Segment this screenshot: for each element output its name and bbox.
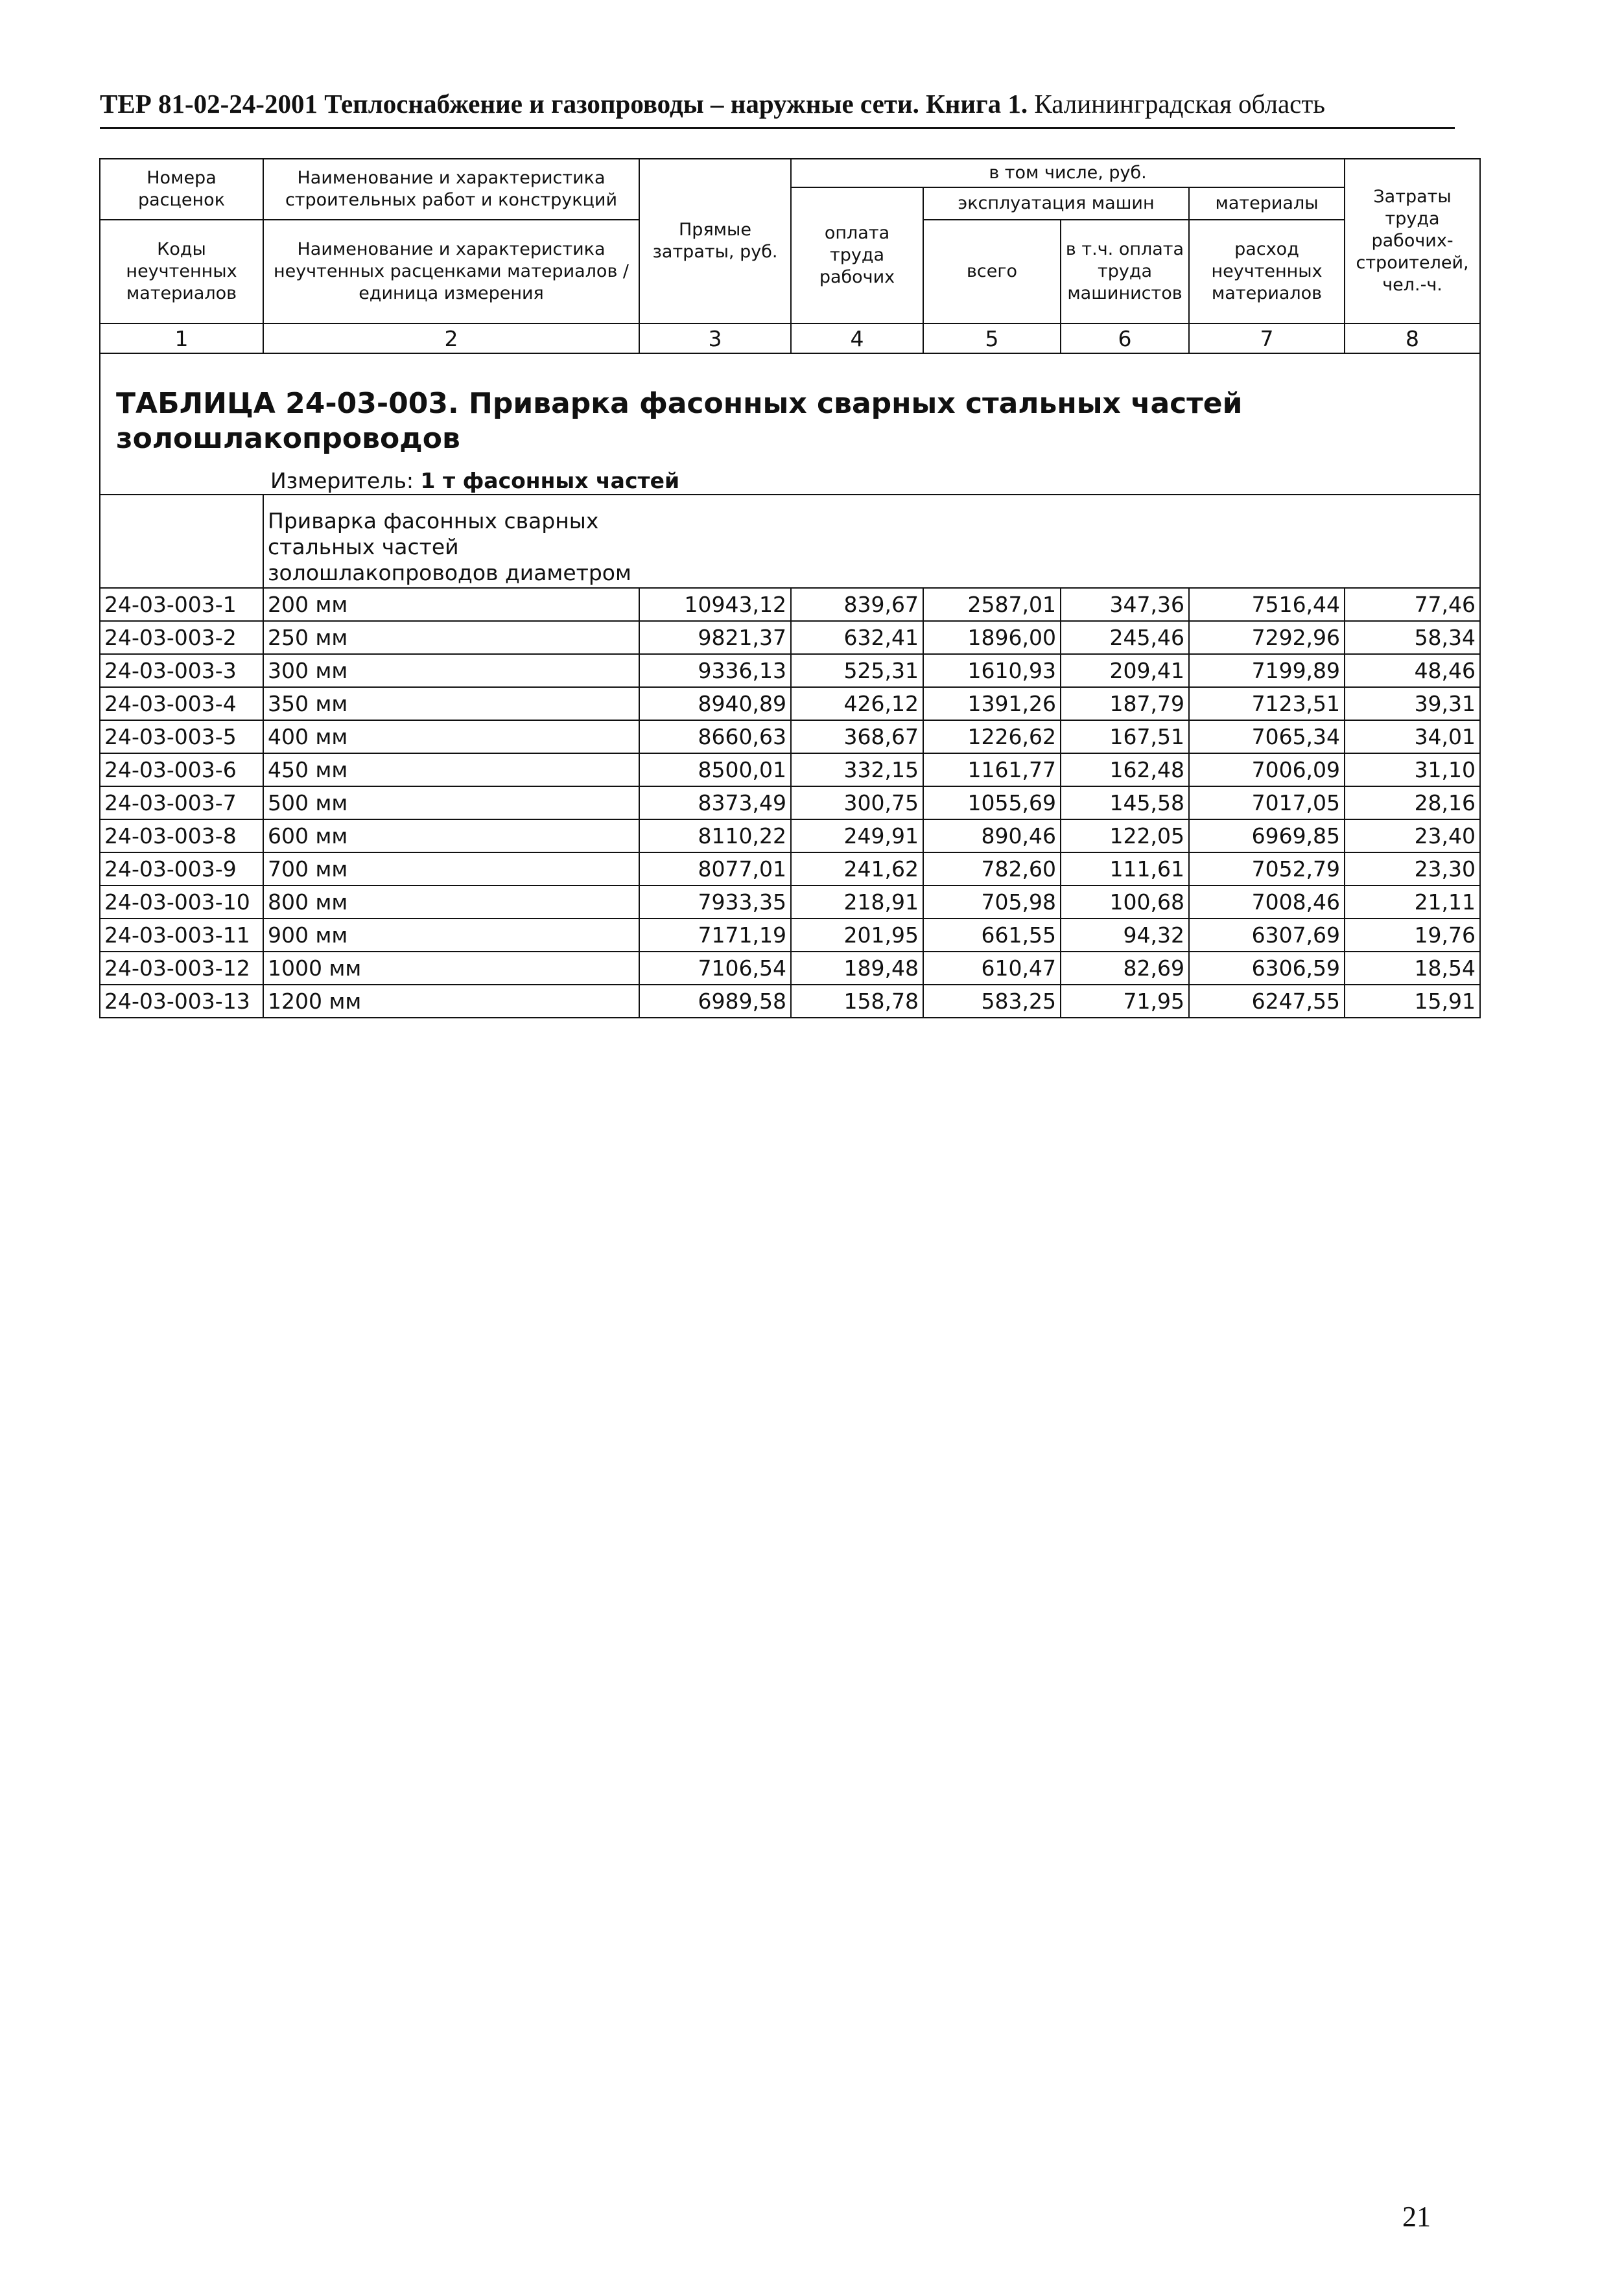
labor-hours-cell: 48,46 — [1345, 654, 1480, 687]
machines-total-cell: 2587,01 — [923, 588, 1061, 621]
diameter-cell: 700 мм — [263, 852, 639, 885]
header-direct-costs: Прямые затраты, руб. — [639, 159, 791, 323]
rate-code-cell: 24-03-003-1 — [100, 588, 263, 621]
direct-costs-cell: 8373,49 — [639, 786, 791, 819]
diameter-cell: 400 мм — [263, 720, 639, 753]
labor-hours-cell: 19,76 — [1345, 919, 1480, 952]
table-row — [100, 621, 1480, 654]
direct-costs-cell: 7106,54 — [639, 952, 791, 985]
column-number: 2 — [263, 323, 639, 353]
machines-total-cell: 705,98 — [923, 885, 1061, 919]
diameter-cell: 800 мм — [263, 885, 639, 919]
machines-total-cell: 1610,93 — [923, 654, 1061, 687]
table-row — [100, 720, 1480, 753]
header-labor-hours: Затраты труда рабочих-строителей, чел.-ч. — [1345, 159, 1480, 323]
rate-code-cell: 24-03-003-10 — [100, 885, 263, 919]
materials-cost-cell: 7017,05 — [1189, 786, 1345, 819]
column-number: 1 — [100, 323, 263, 353]
table-title-line2: золошлакопроводов — [116, 422, 460, 455]
header-in-total: в том числе, руб. — [791, 159, 1345, 187]
labor-hours-cell: 21,11 — [1345, 885, 1480, 919]
header-unaccounted-names: Наименование и характеристика неучтенных расценками материалов / единица измерения — [263, 220, 639, 323]
rate-code-cell: 24-03-003-6 — [100, 753, 263, 786]
operators-pay-cell: 100,68 — [1061, 885, 1189, 919]
labor-pay-cell: 249,91 — [791, 819, 923, 852]
rate-code-cell: 24-03-003-12 — [100, 952, 263, 985]
column-number: 3 — [639, 323, 791, 353]
section-title-cell — [100, 353, 1480, 495]
labor-hours-cell: 28,16 — [1345, 786, 1480, 819]
labor-pay-cell: 426,12 — [791, 687, 923, 720]
machines-total-cell: 1226,62 — [923, 720, 1061, 753]
group-code-cell — [100, 495, 263, 588]
header-machine-operation: эксплуатация машин — [923, 187, 1189, 220]
header-labor-pay: оплата труда рабочих — [791, 187, 923, 323]
table-body — [100, 588, 1480, 1018]
materials-cost-cell: 6307,69 — [1189, 919, 1345, 952]
diameter-cell: 1000 мм — [263, 952, 639, 985]
table-row — [100, 819, 1480, 852]
materials-cost-cell: 6969,85 — [1189, 819, 1345, 852]
rate-code-cell: 24-03-003-5 — [100, 720, 263, 753]
table-row — [100, 885, 1480, 919]
labor-hours-cell: 18,54 — [1345, 952, 1480, 985]
table-row — [100, 588, 1480, 621]
group-label-text: Приварка фасонных сварных стальных частей золошлакопроводов диаметром — [268, 508, 631, 585]
diameter-cell: 500 мм — [263, 786, 639, 819]
operators-pay-cell: 209,41 — [1061, 654, 1189, 687]
table-row — [100, 786, 1480, 819]
measure-value: 1 т фасонных частей — [420, 468, 680, 493]
rate-code-cell: 24-03-003-11 — [100, 919, 263, 952]
machines-total-cell: 1391,26 — [923, 687, 1061, 720]
header-machines-total: всего — [923, 220, 1061, 323]
column-number: 7 — [1189, 323, 1345, 353]
table-row — [100, 852, 1480, 885]
labor-hours-cell: 23,40 — [1345, 819, 1480, 852]
operators-pay-cell: 347,36 — [1061, 588, 1189, 621]
machines-total-cell: 890,46 — [923, 819, 1061, 852]
header-materials: материалы — [1189, 187, 1345, 220]
direct-costs-cell: 10943,12 — [639, 588, 791, 621]
diameter-cell: 200 мм — [263, 588, 639, 621]
labor-pay-cell: 368,67 — [791, 720, 923, 753]
labor-pay-cell: 332,15 — [791, 753, 923, 786]
header-operators-pay: в т.ч. оплата труда машинистов — [1061, 220, 1189, 323]
diameter-cell: 250 мм — [263, 621, 639, 654]
diameter-cell: 1200 мм — [263, 985, 639, 1018]
labor-hours-cell: 31,10 — [1345, 753, 1480, 786]
header-unaccounted-materials: расход неучтенных материалов — [1189, 220, 1345, 323]
materials-cost-cell: 7065,34 — [1189, 720, 1345, 753]
materials-cost-cell: 6306,59 — [1189, 952, 1345, 985]
labor-hours-cell: 77,46 — [1345, 588, 1480, 621]
direct-costs-cell: 8110,22 — [639, 819, 791, 852]
header-work-name: Наименование и характеристика строительных работ и конструкций — [263, 159, 639, 220]
diameter-cell: 900 мм — [263, 919, 639, 952]
table-row — [100, 985, 1480, 1018]
section-title-row — [100, 353, 1480, 495]
rate-code-cell: 24-03-003-4 — [100, 687, 263, 720]
machines-total-cell: 610,47 — [923, 952, 1061, 985]
operators-pay-cell: 167,51 — [1061, 720, 1189, 753]
labor-pay-cell: 839,67 — [791, 588, 923, 621]
column-number: 5 — [923, 323, 1061, 353]
labor-pay-cell: 241,62 — [791, 852, 923, 885]
diameter-cell: 600 мм — [263, 819, 639, 852]
column-number: 6 — [1061, 323, 1189, 353]
labor-pay-cell: 158,78 — [791, 985, 923, 1018]
materials-cost-cell: 7006,09 — [1189, 753, 1345, 786]
measure-unit — [270, 468, 1479, 493]
materials-cost-cell: 7123,51 — [1189, 687, 1345, 720]
labor-hours-cell: 39,31 — [1345, 687, 1480, 720]
direct-costs-cell: 9821,37 — [639, 621, 791, 654]
operators-pay-cell: 245,46 — [1061, 621, 1189, 654]
machines-total-cell: 661,55 — [923, 919, 1061, 952]
rate-code-cell: 24-03-003-8 — [100, 819, 263, 852]
rate-code-cell: 24-03-003-13 — [100, 985, 263, 1018]
rate-code-cell: 24-03-003-3 — [100, 654, 263, 687]
table-title-line1: ТАБЛИЦА 24-03-003. Приварка фасонных сварных стальных частей — [116, 387, 1243, 420]
operators-pay-cell: 122,05 — [1061, 819, 1189, 852]
materials-cost-cell: 6247,55 — [1189, 985, 1345, 1018]
labor-pay-cell: 525,31 — [791, 654, 923, 687]
operators-pay-cell: 82,69 — [1061, 952, 1189, 985]
labor-pay-cell: 218,91 — [791, 885, 923, 919]
table-row — [100, 687, 1480, 720]
diameter-cell: 450 мм — [263, 753, 639, 786]
group-row — [100, 495, 1480, 588]
running-head-region: Калининградская область — [1028, 89, 1325, 119]
labor-hours-cell: 34,01 — [1345, 720, 1480, 753]
machines-total-cell: 782,60 — [923, 852, 1061, 885]
materials-cost-cell: 7516,44 — [1189, 588, 1345, 621]
page-number: 21 — [1402, 2201, 1431, 2232]
materials-cost-cell: 7052,79 — [1189, 852, 1345, 885]
materials-cost-cell: 7292,96 — [1189, 621, 1345, 654]
machines-total-cell: 1161,77 — [923, 753, 1061, 786]
rate-code-cell: 24-03-003-7 — [100, 786, 263, 819]
diameter-cell: 350 мм — [263, 687, 639, 720]
operators-pay-cell: 71,95 — [1061, 985, 1189, 1018]
column-numbers-row — [100, 323, 1480, 353]
machines-total-cell: 1055,69 — [923, 786, 1061, 819]
table-row — [100, 952, 1480, 985]
diameter-cell: 300 мм — [263, 654, 639, 687]
running-head — [100, 88, 1455, 119]
operators-pay-cell: 187,79 — [1061, 687, 1189, 720]
operators-pay-cell: 94,32 — [1061, 919, 1189, 952]
table-row — [100, 919, 1480, 952]
rate-code-cell: 24-03-003-2 — [100, 621, 263, 654]
header-unaccounted-codes: Коды неучтенных материалов — [100, 220, 263, 323]
materials-cost-cell: 7008,46 — [1189, 885, 1345, 919]
materials-cost-cell: 7199,89 — [1189, 654, 1345, 687]
direct-costs-cell: 8077,01 — [639, 852, 791, 885]
labor-pay-cell: 300,75 — [791, 786, 923, 819]
operators-pay-cell: 111,61 — [1061, 852, 1189, 885]
machines-total-cell: 1896,00 — [923, 621, 1061, 654]
operators-pay-cell: 145,58 — [1061, 786, 1189, 819]
labor-hours-cell: 23,30 — [1345, 852, 1480, 885]
measure-label: Измеритель: — [270, 468, 421, 493]
labor-hours-cell: 15,91 — [1345, 985, 1480, 1018]
machines-total-cell: 583,25 — [923, 985, 1061, 1018]
table-row — [100, 654, 1480, 687]
table-title — [116, 386, 1479, 456]
direct-costs-cell: 7171,19 — [639, 919, 791, 952]
table-row — [100, 753, 1480, 786]
running-head-rule — [100, 127, 1455, 129]
labor-pay-cell: 189,48 — [791, 952, 923, 985]
direct-costs-cell: 6989,58 — [639, 985, 791, 1018]
header-rate-numbers: Номера расценок — [100, 159, 263, 220]
operators-pay-cell: 162,48 — [1061, 753, 1189, 786]
direct-costs-cell: 8940,89 — [639, 687, 791, 720]
labor-pay-cell: 201,95 — [791, 919, 923, 952]
column-number: 4 — [791, 323, 923, 353]
group-label — [263, 495, 1480, 588]
labor-hours-cell: 58,34 — [1345, 621, 1480, 654]
direct-costs-cell: 7933,35 — [639, 885, 791, 919]
direct-costs-cell: 8660,63 — [639, 720, 791, 753]
rate-code-cell: 24-03-003-9 — [100, 852, 263, 885]
column-number: 8 — [1345, 323, 1480, 353]
running-head-title: ТЕР 81-02-24-2001 Теплоснабжение и газопроводы – наружные сети. Книга 1. — [100, 89, 1028, 119]
direct-costs-cell: 9336,13 — [639, 654, 791, 687]
rates-table — [99, 158, 1481, 1018]
labor-pay-cell: 632,41 — [791, 621, 923, 654]
direct-costs-cell: 8500,01 — [639, 753, 791, 786]
